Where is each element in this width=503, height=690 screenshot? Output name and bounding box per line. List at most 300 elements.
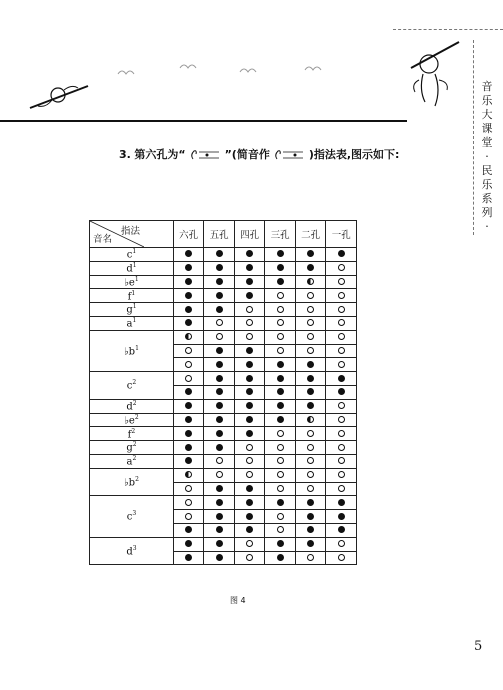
hole-cell xyxy=(265,468,296,482)
hole-cell xyxy=(295,358,326,372)
column-header: 三孔 xyxy=(265,221,296,248)
series-title-char: · xyxy=(485,150,489,163)
note-modifier: ♭ xyxy=(124,277,129,289)
hole-cell xyxy=(295,468,326,482)
hole-half-icon xyxy=(307,278,314,285)
hole-closed-icon xyxy=(277,250,284,257)
hole-cell xyxy=(234,358,265,372)
note-letter: c xyxy=(126,511,133,523)
hole-closed-icon xyxy=(307,250,314,257)
hole-cell xyxy=(326,454,357,468)
caption-text-a: 第六孔为“ xyxy=(134,148,186,161)
hole-cell xyxy=(173,496,204,510)
hole-closed-icon xyxy=(277,375,284,382)
hole-open-icon xyxy=(277,444,284,451)
hole-closed-icon xyxy=(246,292,253,299)
hole-closed-icon xyxy=(277,388,284,395)
hole-cell xyxy=(295,441,326,455)
note-letter: f xyxy=(127,290,132,302)
hole-cell xyxy=(173,510,204,524)
header-fingering-label: 指法 xyxy=(120,226,140,237)
hole-open-icon xyxy=(338,485,345,492)
hole-open-icon xyxy=(307,306,314,313)
hole-cell xyxy=(265,248,296,262)
note-name-cell xyxy=(90,496,174,537)
note-octave: 2 xyxy=(131,427,136,435)
hole-cell xyxy=(326,261,357,275)
table-body xyxy=(90,248,357,565)
hole-cell xyxy=(265,399,296,413)
hole-cell xyxy=(173,303,204,317)
hole-cell xyxy=(204,385,235,399)
hole-open-icon xyxy=(216,319,223,326)
hole-cell xyxy=(173,482,204,496)
hole-cell xyxy=(265,496,296,510)
hole-open-icon xyxy=(277,306,284,313)
hole-cell xyxy=(234,261,265,275)
column-header: 二孔 xyxy=(295,221,326,248)
hole-closed-icon xyxy=(216,444,223,451)
note-name-cell xyxy=(90,261,174,275)
hole-closed-icon xyxy=(246,526,253,533)
hole-closed-icon xyxy=(216,361,223,368)
hole-closed-icon xyxy=(307,264,314,271)
hole-cell xyxy=(295,482,326,496)
hole-cell xyxy=(265,427,296,441)
hole-cell xyxy=(234,248,265,262)
hole-closed-icon xyxy=(185,306,192,313)
table-row xyxy=(90,248,357,262)
hole-closed-icon xyxy=(246,347,253,354)
hole-open-icon xyxy=(307,471,314,478)
note-modifier: ♭ xyxy=(123,346,129,358)
hole-closed-icon xyxy=(216,278,223,285)
hole-closed-icon xyxy=(338,513,345,520)
series-title-char: 民 xyxy=(481,164,493,177)
note-octave: 1 xyxy=(132,303,137,311)
note-name-cell xyxy=(90,468,174,496)
hole-closed-icon xyxy=(185,526,192,533)
hole-cell xyxy=(295,523,326,537)
note-name-cell xyxy=(90,413,174,427)
hole-closed-icon xyxy=(307,361,314,368)
hole-cell xyxy=(234,454,265,468)
note-letter: a xyxy=(126,318,133,330)
hole-closed-icon xyxy=(216,430,223,437)
table-row xyxy=(90,303,357,317)
hole-open-icon xyxy=(338,292,345,299)
hole-cell xyxy=(295,385,326,399)
hole-cell xyxy=(234,551,265,565)
hole-open-icon xyxy=(185,361,192,368)
note-octave: 2 xyxy=(132,379,137,387)
hole-closed-icon xyxy=(216,526,223,533)
hole-cell xyxy=(265,482,296,496)
flute-player-illustration-right xyxy=(405,40,465,112)
hole-cell xyxy=(234,399,265,413)
note-letter: c xyxy=(126,380,133,392)
hole-cell xyxy=(234,413,265,427)
hole-open-icon xyxy=(307,485,314,492)
hole-cell xyxy=(326,316,357,330)
hole-cell xyxy=(326,551,357,565)
hole-closed-icon xyxy=(277,264,284,271)
hole-open-icon xyxy=(307,554,314,561)
column-header: 五孔 xyxy=(204,221,235,248)
caption xyxy=(119,146,399,162)
hole-cell xyxy=(265,316,296,330)
hole-cell xyxy=(295,454,326,468)
dashed-border-side xyxy=(473,40,474,235)
hole-cell xyxy=(295,330,326,344)
hole-closed-icon xyxy=(246,361,253,368)
hole-open-icon xyxy=(338,444,345,451)
note-letter: f xyxy=(127,428,132,440)
hole-open-icon xyxy=(307,444,314,451)
hole-cell xyxy=(326,344,357,358)
note-octave: 2 xyxy=(135,475,139,483)
hole-closed-icon xyxy=(338,526,345,533)
hole-cell xyxy=(204,551,235,565)
flute-player-illustration-left xyxy=(28,78,90,112)
hole-closed-icon xyxy=(246,250,253,257)
table-header-row xyxy=(90,221,357,248)
hole-open-icon xyxy=(307,457,314,464)
note-letter: a xyxy=(126,456,133,468)
hole-open-icon xyxy=(277,513,284,520)
table-row xyxy=(90,441,357,455)
hole-cell xyxy=(204,330,235,344)
hole-closed-icon xyxy=(277,540,284,547)
hole-closed-icon xyxy=(185,416,192,423)
hole-closed-icon xyxy=(277,416,284,423)
hole-closed-icon xyxy=(216,306,223,313)
table-row xyxy=(90,427,357,441)
hole-cell xyxy=(204,427,235,441)
hole-open-icon xyxy=(185,499,192,506)
hole-closed-icon xyxy=(185,430,192,437)
table-row xyxy=(90,454,357,468)
hole-cell xyxy=(173,399,204,413)
hole-closed-icon xyxy=(216,264,223,271)
table-row xyxy=(90,468,357,482)
hole-cell xyxy=(204,441,235,455)
note-octave: 3 xyxy=(132,510,137,518)
table-row xyxy=(90,330,357,344)
hole-cell xyxy=(295,413,326,427)
hole-cell xyxy=(295,303,326,317)
hole-closed-icon xyxy=(246,499,253,506)
hole-cell xyxy=(204,482,235,496)
hole-cell xyxy=(265,523,296,537)
hole-cell xyxy=(173,344,204,358)
hole-open-icon xyxy=(277,457,284,464)
caption-text-c: )指法表,图示如下: xyxy=(308,148,400,161)
hole-cell xyxy=(204,454,235,468)
hole-closed-icon xyxy=(185,402,192,409)
hole-closed-icon xyxy=(277,278,284,285)
series-title-char: 堂 xyxy=(481,136,493,149)
hole-cell xyxy=(204,496,235,510)
hole-cell xyxy=(173,372,204,386)
hole-open-icon xyxy=(338,347,345,354)
hole-closed-icon xyxy=(307,375,314,382)
hole-closed-icon xyxy=(185,292,192,299)
fingering-table xyxy=(89,220,357,565)
figure-label: 图 4 xyxy=(230,596,246,605)
hole-closed-icon xyxy=(307,388,314,395)
hole-closed-icon xyxy=(246,416,253,423)
hole-open-icon xyxy=(185,485,192,492)
hole-cell xyxy=(204,248,235,262)
hole-cell xyxy=(234,303,265,317)
hole-closed-icon xyxy=(246,402,253,409)
hole-closed-icon xyxy=(307,540,314,547)
hole-half-icon xyxy=(185,471,192,478)
hole-open-icon xyxy=(307,430,314,437)
hole-cell xyxy=(326,330,357,344)
hole-open-icon xyxy=(185,375,192,382)
hole-cell xyxy=(265,510,296,524)
hole-cell xyxy=(204,289,235,303)
hole-open-icon xyxy=(338,333,345,340)
hole-closed-icon xyxy=(246,264,253,271)
hole-cell xyxy=(295,537,326,551)
hole-open-icon xyxy=(338,402,345,409)
hole-cell xyxy=(265,275,296,289)
header-note-label: 音名 xyxy=(93,234,113,245)
hole-half-icon xyxy=(185,333,192,340)
series-title-char: 音 xyxy=(481,80,493,93)
hole-cell xyxy=(326,289,357,303)
hole-cell xyxy=(204,468,235,482)
hole-cell xyxy=(173,316,204,330)
hole-cell xyxy=(265,330,296,344)
hole-cell xyxy=(326,413,357,427)
hole-open-icon xyxy=(338,361,345,368)
hole-cell xyxy=(204,537,235,551)
hole-cell xyxy=(173,468,204,482)
hole-cell xyxy=(295,316,326,330)
hole-cell xyxy=(204,275,235,289)
hole-closed-icon xyxy=(185,457,192,464)
hole-open-icon xyxy=(185,347,192,354)
note-letter: g xyxy=(126,304,133,316)
music-notation-icon xyxy=(189,149,221,161)
hole-open-icon xyxy=(246,554,253,561)
note-letter: e xyxy=(128,277,135,289)
hole-closed-icon xyxy=(216,499,223,506)
note-name-cell xyxy=(90,275,174,289)
hole-cell xyxy=(234,510,265,524)
series-title-char: 课 xyxy=(481,122,493,135)
note-letter: d xyxy=(126,263,133,275)
hole-open-icon xyxy=(338,471,345,478)
hole-closed-icon xyxy=(216,375,223,382)
hole-closed-icon xyxy=(307,526,314,533)
hole-cell xyxy=(234,537,265,551)
hole-cell xyxy=(204,413,235,427)
hole-cell xyxy=(326,358,357,372)
hole-cell xyxy=(295,399,326,413)
hole-cell xyxy=(173,427,204,441)
table-row xyxy=(90,372,357,386)
hole-cell xyxy=(173,289,204,303)
hole-cell xyxy=(173,454,204,468)
hole-cell xyxy=(173,248,204,262)
hole-cell xyxy=(173,330,204,344)
hole-cell xyxy=(265,441,296,455)
hole-open-icon xyxy=(307,333,314,340)
hole-open-icon xyxy=(277,471,284,478)
hole-open-icon xyxy=(338,306,345,313)
hole-closed-icon xyxy=(246,513,253,520)
hole-cell xyxy=(326,482,357,496)
column-header: 六孔 xyxy=(173,221,204,248)
hole-closed-icon xyxy=(246,430,253,437)
hole-closed-icon xyxy=(246,485,253,492)
note-letter: b xyxy=(128,346,136,358)
hole-open-icon xyxy=(246,471,253,478)
hole-cell xyxy=(204,510,235,524)
note-letter: c xyxy=(126,249,133,261)
hole-cell xyxy=(265,261,296,275)
hole-open-icon xyxy=(338,319,345,326)
hole-open-icon xyxy=(216,333,223,340)
hole-cell xyxy=(265,372,296,386)
hole-closed-icon xyxy=(277,402,284,409)
hole-cell xyxy=(204,399,235,413)
hole-open-icon xyxy=(246,540,253,547)
hole-cell xyxy=(326,303,357,317)
note-name-cell xyxy=(90,289,174,303)
header-rule xyxy=(0,120,407,122)
hole-cell xyxy=(234,427,265,441)
hole-cell xyxy=(234,441,265,455)
hole-cell xyxy=(326,537,357,551)
hole-cell xyxy=(265,454,296,468)
hole-cell xyxy=(326,427,357,441)
hole-cell xyxy=(295,427,326,441)
hole-closed-icon xyxy=(216,250,223,257)
hole-closed-icon xyxy=(216,540,223,547)
hole-open-icon xyxy=(277,319,284,326)
hole-cell xyxy=(326,510,357,524)
header-corner-cell xyxy=(90,221,174,248)
hole-open-icon xyxy=(338,554,345,561)
hole-closed-icon xyxy=(338,388,345,395)
series-title-char: 乐 xyxy=(481,94,493,107)
hole-closed-icon xyxy=(185,444,192,451)
table-row xyxy=(90,261,357,275)
hole-cell xyxy=(234,385,265,399)
hole-closed-icon xyxy=(216,554,223,561)
hole-cell xyxy=(234,289,265,303)
cloud-decoration xyxy=(110,58,370,88)
note-name-cell xyxy=(90,399,174,413)
hole-open-icon xyxy=(277,526,284,533)
series-title-char: 大 xyxy=(481,108,493,121)
hole-cell xyxy=(295,289,326,303)
hole-cell xyxy=(295,275,326,289)
dashed-border-top xyxy=(393,29,503,30)
hole-open-icon xyxy=(216,457,223,464)
hole-cell xyxy=(326,496,357,510)
hole-open-icon xyxy=(246,319,253,326)
music-notation-icon-2 xyxy=(273,149,305,161)
hole-closed-icon xyxy=(185,264,192,271)
hole-closed-icon xyxy=(216,402,223,409)
hole-cell xyxy=(234,468,265,482)
note-octave: 2 xyxy=(134,413,139,421)
hole-cell xyxy=(234,344,265,358)
hole-cell xyxy=(326,372,357,386)
hole-cell xyxy=(234,316,265,330)
hole-open-icon xyxy=(338,416,345,423)
note-name-cell xyxy=(90,316,174,330)
series-title-char: 乐 xyxy=(481,178,493,191)
hole-cell xyxy=(265,344,296,358)
note-modifier: ♭ xyxy=(124,415,129,427)
hole-cell xyxy=(204,316,235,330)
hole-cell xyxy=(265,385,296,399)
hole-cell xyxy=(326,248,357,262)
hole-cell xyxy=(265,289,296,303)
hole-cell xyxy=(326,441,357,455)
hole-cell xyxy=(234,330,265,344)
hole-cell xyxy=(204,344,235,358)
hole-closed-icon xyxy=(246,375,253,382)
note-name-cell xyxy=(90,427,174,441)
hole-closed-icon xyxy=(185,554,192,561)
hole-closed-icon xyxy=(216,513,223,520)
hole-open-icon xyxy=(185,513,192,520)
note-octave: 2 xyxy=(132,441,137,449)
note-octave: 1 xyxy=(132,262,137,270)
series-title-char: 列 xyxy=(481,206,493,219)
note-octave: 2 xyxy=(132,400,137,407)
hole-open-icon xyxy=(338,278,345,285)
hole-cell xyxy=(295,496,326,510)
note-name-cell xyxy=(90,248,174,262)
page-number: 5 xyxy=(474,639,483,654)
hole-open-icon xyxy=(277,333,284,340)
hole-closed-icon xyxy=(277,361,284,368)
table-row xyxy=(90,399,357,413)
hole-cell xyxy=(204,303,235,317)
hole-open-icon xyxy=(307,347,314,354)
table-row xyxy=(90,413,357,427)
hole-closed-icon xyxy=(185,388,192,395)
table-row xyxy=(90,496,357,510)
hole-cell xyxy=(295,248,326,262)
hole-cell xyxy=(173,537,204,551)
hole-open-icon xyxy=(277,347,284,354)
hole-open-icon xyxy=(246,457,253,464)
hole-cell xyxy=(326,468,357,482)
hole-cell xyxy=(173,275,204,289)
series-title-char: 系 xyxy=(481,192,493,205)
note-name-cell xyxy=(90,330,174,371)
column-header: 四孔 xyxy=(234,221,265,248)
note-name-cell xyxy=(90,454,174,468)
series-title xyxy=(480,80,494,234)
hole-cell xyxy=(173,261,204,275)
hole-closed-icon xyxy=(216,388,223,395)
table-row xyxy=(90,537,357,551)
hole-cell xyxy=(265,358,296,372)
hole-closed-icon xyxy=(185,540,192,547)
